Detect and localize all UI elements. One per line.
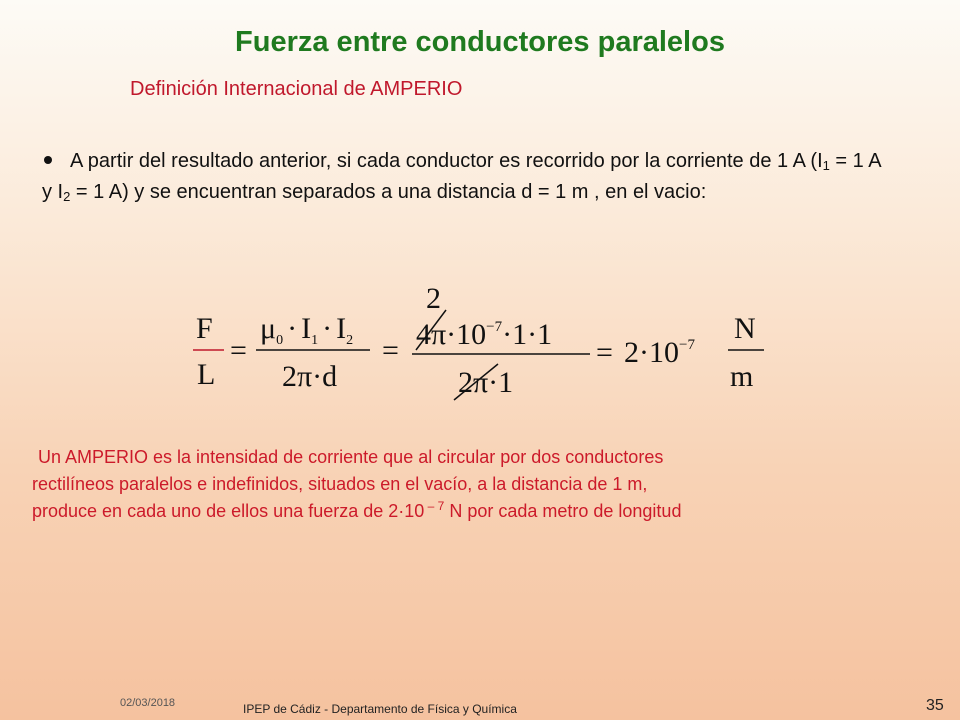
numerator-1: [260, 312, 353, 348]
equals-sign-2: =: [382, 334, 399, 367]
numerator-2-tail: ·1·1: [502, 318, 553, 351]
simplified-two: 2: [426, 282, 441, 315]
current-I2: I: [336, 312, 347, 345]
mu-subscript: 0: [276, 333, 284, 348]
slide-date: 02/03/2018: [120, 697, 176, 709]
formula-F: F: [196, 312, 213, 345]
result-base: 2·10: [624, 336, 679, 369]
slide-number: 35: [926, 697, 944, 714]
mu-symbol: μ: [260, 312, 277, 345]
result-value: [624, 336, 695, 369]
force-per-length-formula: [190, 282, 790, 412]
dot-1: ·: [287, 312, 298, 345]
definition-line-2: rectilíneos paralelos e indefinidos, situados en el vacío, a la distancia de 1 m,: [32, 474, 648, 494]
dot-2: ·: [322, 312, 333, 345]
definition-line-3-end: N por cada metro de longitud: [444, 501, 682, 521]
unit-newton: N: [734, 312, 756, 345]
bullet-icon: [44, 156, 52, 164]
unit-meter: m: [730, 360, 754, 393]
intro-paragraph: [42, 146, 892, 208]
I2-subscript: 2: [346, 333, 354, 348]
equals-sign-3: =: [596, 336, 613, 369]
I1-subscript: 1: [311, 333, 319, 348]
slide-title: Fuerza entre conductores paralelos: [235, 26, 725, 58]
definition-line-1: Un AMPERIO es la intensidad de corriente que al circular por dos conductores: [38, 447, 664, 467]
definition-exponent: – 7: [424, 499, 445, 513]
paragraph-text-1: A partir del resultado anterior, si cada conductor es recorrido por la corriente de 1 A (I: [70, 150, 823, 172]
current-1-subscript: 1: [822, 158, 830, 173]
paragraph-text-3: = 1 A) y se encuentran separados a una distancia d = 1 m , en el vacio:: [70, 181, 707, 203]
definition-line-3: [32, 498, 932, 525]
slide-footer: IPEP de Cádiz - Departamento de Física y Química: [243, 702, 517, 716]
denominator-1: 2π·d: [282, 360, 338, 393]
slide-subtitle: Definición Internacional de AMPERIO: [130, 78, 463, 100]
current-2-subscript: 2: [63, 189, 71, 204]
ampere-definition: [32, 444, 932, 525]
current-I1: I: [301, 312, 312, 345]
numerator-2-base: 4π·10: [416, 318, 487, 351]
definition-line-3-start: produce en cada uno de ellos una fuerza de 2·10: [32, 501, 425, 521]
denominator-2: 2π·1: [458, 366, 514, 399]
formula-L: L: [197, 358, 216, 391]
equals-sign-1: =: [230, 334, 247, 367]
exponent-1: −7: [486, 319, 503, 335]
exponent-2: −7: [679, 337, 695, 353]
paragraph-text-2: = 1 A y I: [42, 150, 881, 203]
